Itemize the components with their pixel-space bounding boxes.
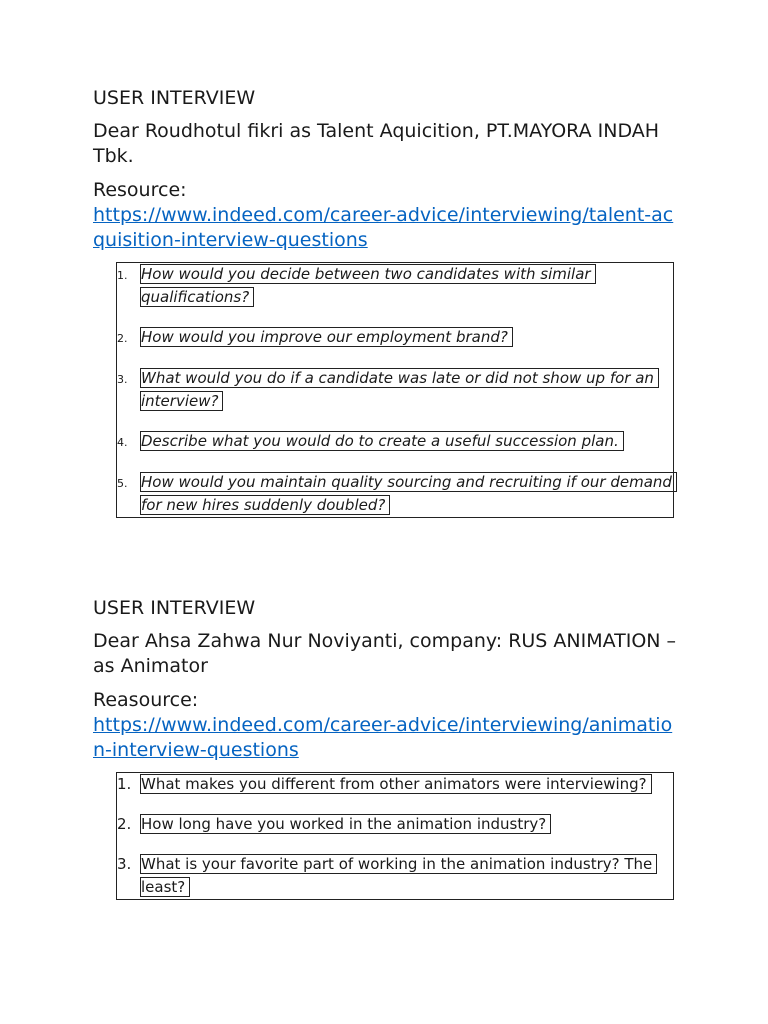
- question-text: How long have you worked in the animation industry?: [140, 814, 551, 834]
- question-number: 2.: [117, 815, 132, 833]
- question-item: [117, 773, 673, 796]
- question-list: [117, 263, 673, 517]
- question-item: [117, 853, 673, 899]
- question-number: 3.: [117, 855, 132, 873]
- question-text: What would you do if a candidate was late or did not show up for an interview?: [140, 368, 659, 411]
- question-item: [117, 326, 673, 350]
- question-item: [117, 471, 673, 517]
- resource-label: Reasource:: [93, 689, 199, 711]
- question-list: [117, 773, 673, 899]
- greeting-text: Dear Ahsa Zahwa Nur Noviyanti, company: RUS ANIMATION – as Animator: [93, 630, 677, 677]
- question-text: How would you improve our employment brand?: [140, 327, 513, 347]
- resource-block: [93, 178, 683, 253]
- resource-link[interactable]: https://www.indeed.com/career-advice/interviewing/animation-interview-questions: [93, 714, 673, 761]
- resource-label: Resource:: [93, 179, 187, 201]
- question-item: [117, 367, 673, 413]
- question-item: [117, 813, 673, 836]
- greeting-text: Dear Roudhotul fikri as Talent Aquicition, PT.MAYORA INDAH Tbk.: [93, 120, 660, 167]
- section-heading: USER INTERVIEW: [93, 87, 256, 109]
- question-number: 3.: [117, 373, 128, 386]
- question-number: 1.: [117, 775, 132, 793]
- question-text: Describe what you would do to create a useful succession plan.: [140, 431, 624, 451]
- question-item: [117, 263, 673, 309]
- interview-section-1: [93, 86, 683, 518]
- question-text: What is your favorite part of working in the animation industry? The least?: [140, 854, 657, 897]
- resource-block: [93, 688, 683, 763]
- interview-section-2: [93, 596, 683, 900]
- question-text: How would you decide between two candidates with similar qualifications?: [140, 264, 596, 307]
- questions-box: [116, 772, 674, 900]
- section-heading: USER INTERVIEW: [93, 597, 256, 619]
- question-number: 4.: [117, 436, 128, 449]
- question-text: How would you maintain quality sourcing and recruiting if our demand for new hires suddenly doubled?: [140, 472, 677, 515]
- question-number: 1.: [117, 269, 128, 282]
- question-text: What makes you different from other animators were interviewing?: [140, 774, 652, 794]
- resource-link[interactable]: https://www.indeed.com/career-advice/interviewing/talent-acquisition-interview-questions: [93, 204, 674, 251]
- question-item: [117, 430, 673, 454]
- questions-box: [116, 262, 674, 518]
- question-number: 2.: [117, 332, 128, 345]
- question-number: 5.: [117, 477, 128, 490]
